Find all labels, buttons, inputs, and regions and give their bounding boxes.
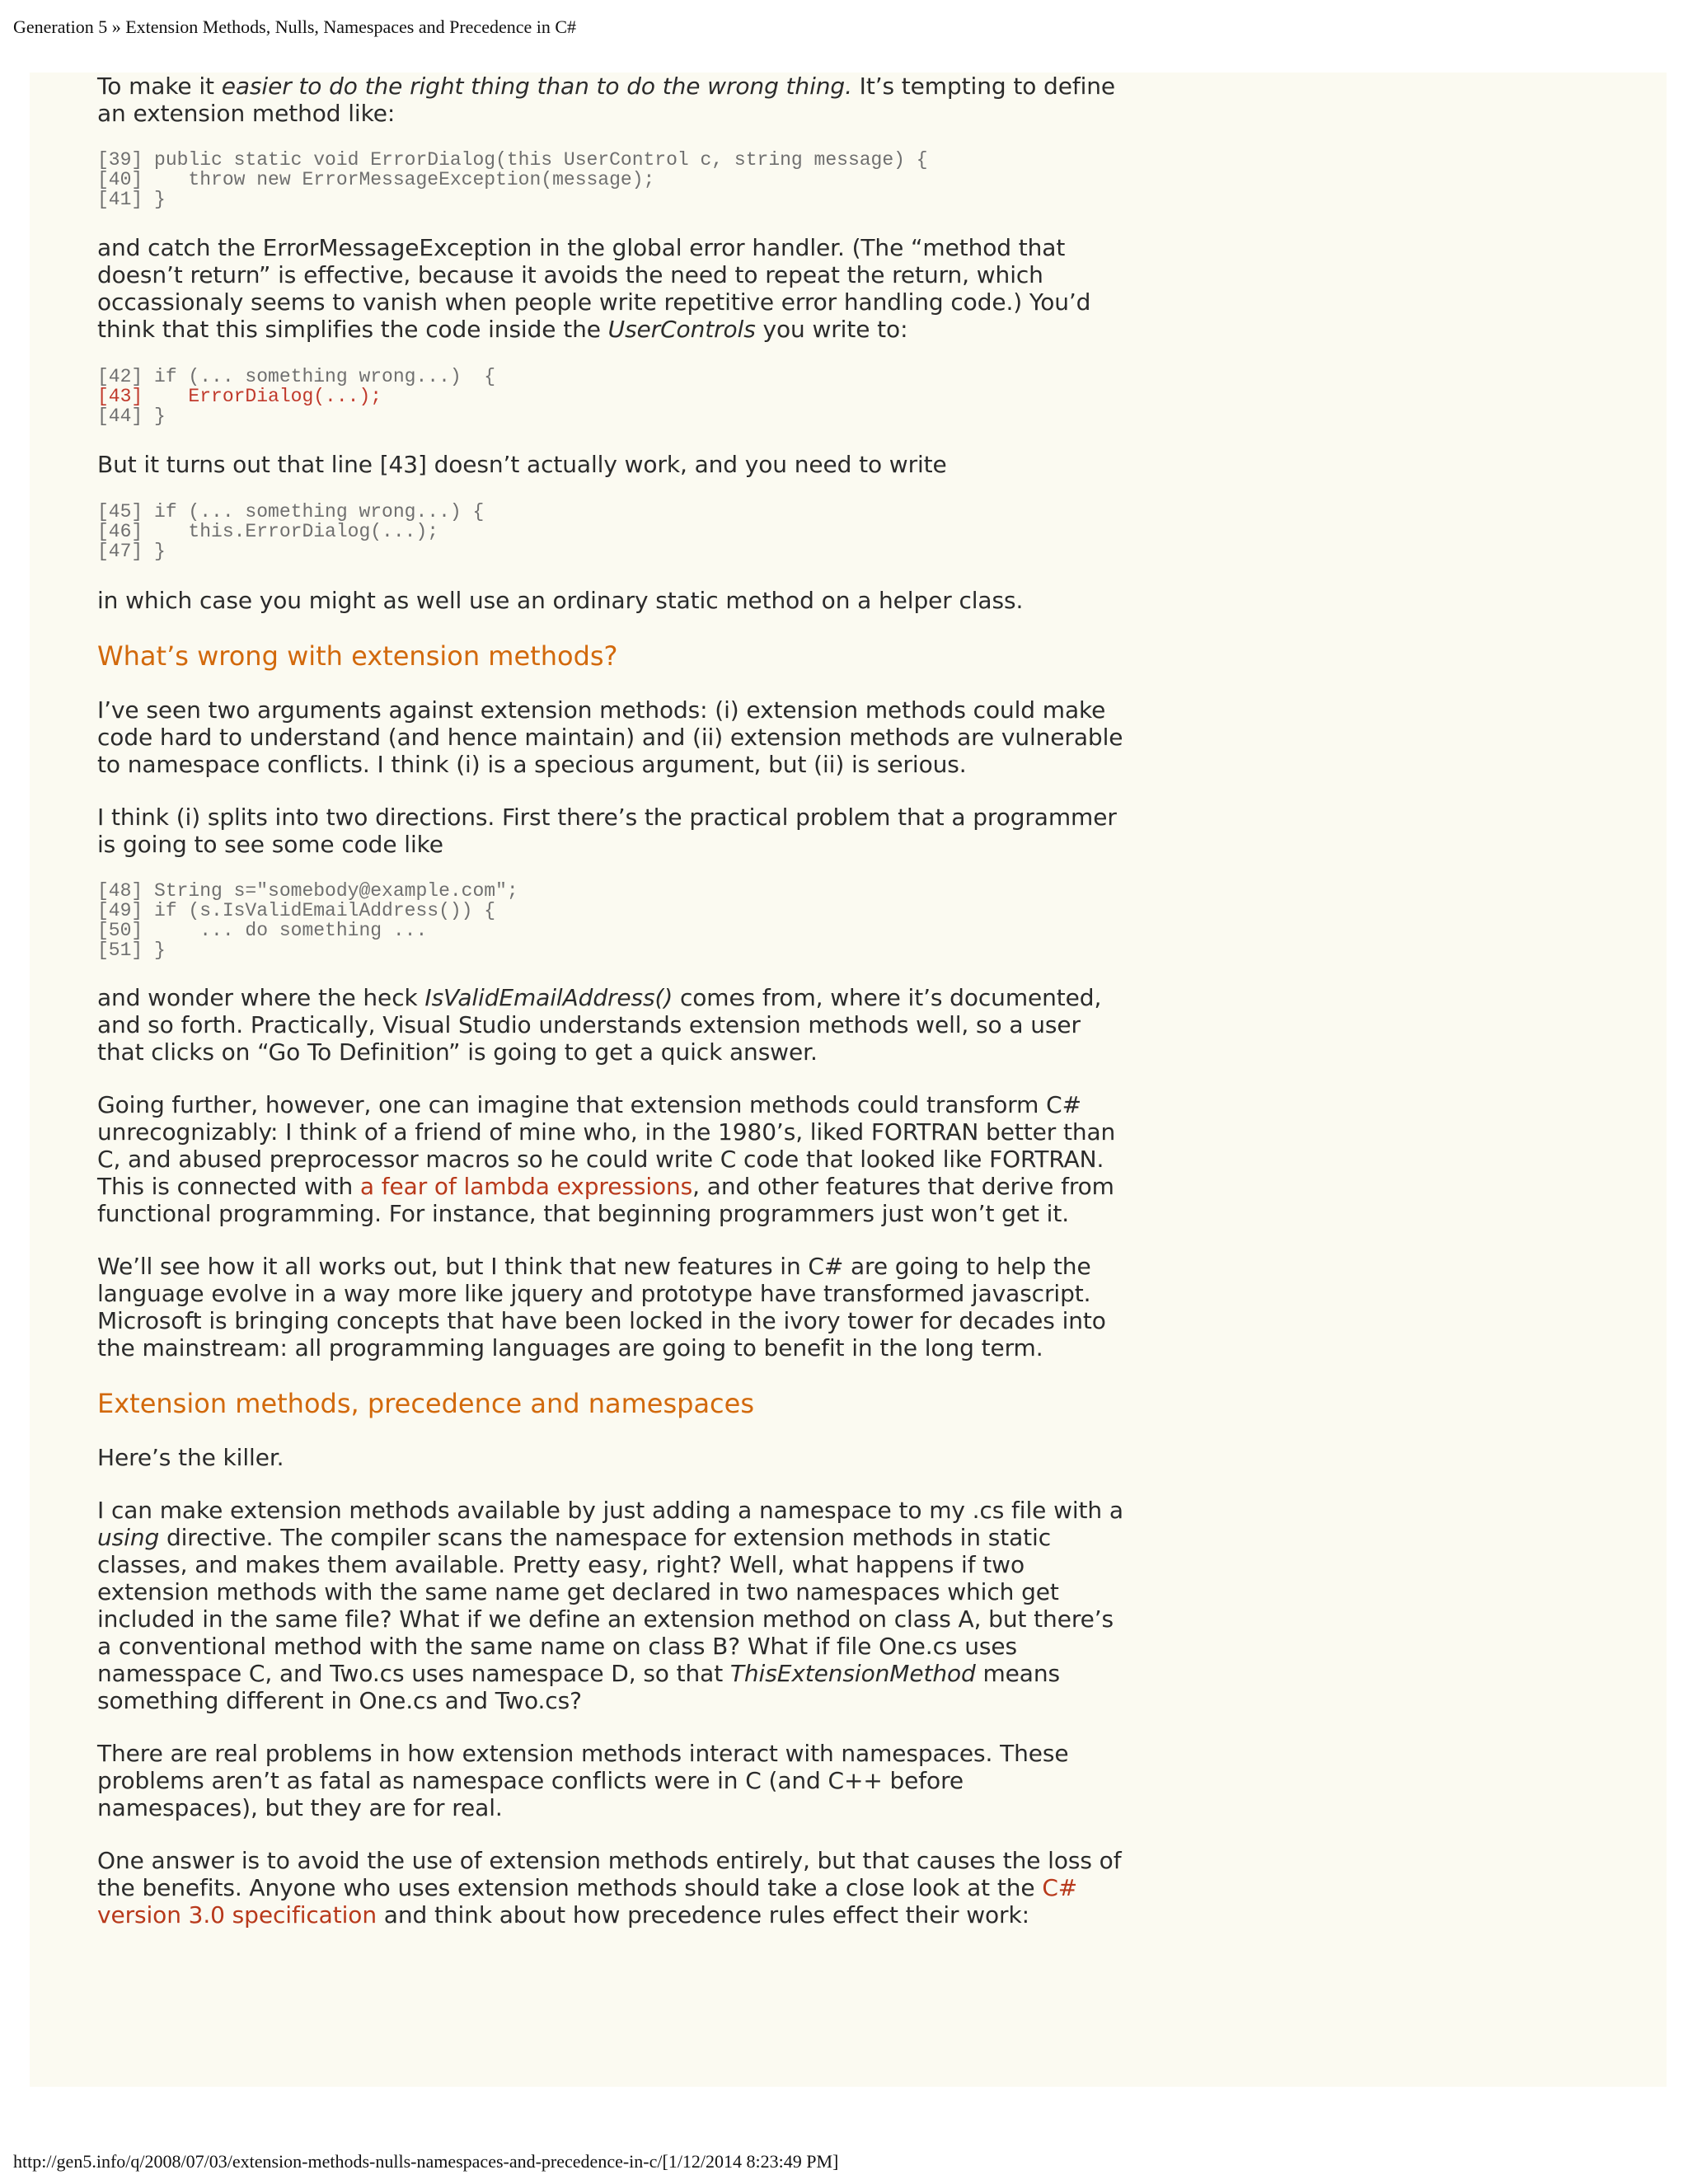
code-line: [44] }	[97, 405, 166, 427]
code-line-highlighted: [43] ErrorDialog(...);	[97, 386, 382, 407]
text: comes from, where it’s documented, and so forth. Practically, Visual Studio understands extension methods well, so a user that clicks on “Go To Definition” is going to get a quick answer.	[97, 984, 1102, 1066]
code-line: [47] }	[97, 541, 166, 562]
text: you write to:	[755, 316, 908, 343]
text: and wonder where the heck	[97, 984, 425, 1011]
code-line: [51] }	[97, 940, 166, 961]
paragraph	[97, 73, 1128, 127]
text: directive. The compiler scans the namespace for extension methods in static classes, and makes them available. Pretty easy, right? Well, what happens if two extension methods with the same name get declared in two namespaces which get included in the same file? What if we define an extension method on class A, but there’s a conventional method with the same name on class B? What if file One.cs uses namesspace C, and Two.cs uses namespace D, so that	[97, 1524, 1114, 1687]
code-line: [42] if (... something wrong...) {	[97, 366, 496, 387]
code-line: [49] if (s.IsValidEmailAddress()) {	[97, 900, 496, 921]
section-heading: What’s wrong with extension methods?	[97, 640, 618, 672]
code-line: [45] if (... something wrong...) {	[97, 501, 485, 523]
section-heading: Extension methods, precedence and namespaces	[97, 1388, 754, 1419]
text: It’s tempting to define an extension method like:	[97, 73, 1116, 127]
paragraph: There are real problems in how extension methods interact with namespaces. These problems aren’t as fatal as namespace conflicts were in C (and C++ before namespaces), but they are for real.	[97, 1740, 1069, 1821]
paragraph	[97, 1091, 1128, 1227]
print-header-title: Generation 5 » Extension Methods, Nulls, Namespaces and Precedence in C#	[13, 16, 577, 37]
paragraph	[97, 234, 1128, 343]
text: and catch the ErrorMessageException in the global error handler. (The “method that doesn’t return” is effective, because it avoids the need to repeat the return, which occassionaly seems to vanish when people write repetitive error handling code.) You’d think that this simplifies the code inside the	[97, 234, 1091, 343]
code-line: [39] public static void ErrorDialog(this UserControl c, string message) {	[97, 149, 928, 171]
text: Going further, however, one can imagine that extension methods could transform C# unrecognizably: I think of a friend of mine who, in the 1980’s, liked FORTRAN better than C, and abused preprocessor macros so he could write C code that looked like FORTRAN. This is connected with	[97, 1091, 1116, 1200]
paragraph: in which case you might as well use an ordinary static method on a helper class.	[97, 587, 1024, 614]
paragraph: Here’s the killer.	[97, 1444, 284, 1471]
paragraph: I think (i) splits into two directions. First there’s the practical problem that a programmer is going to see some code like	[97, 804, 1117, 858]
text: means something different in One.cs and Two.cs?	[97, 1660, 1060, 1714]
text: and think about how precedence rules effect their work:	[376, 1901, 1029, 1929]
print-footer-url: http://gen5.info/q/2008/07/03/extension-methods-nulls-namespaces-and-precedence-in-c/[1/12/2014 8:23:49 PM]	[13, 2151, 839, 2172]
code-line: [48] String s="somebody@example.com";	[97, 880, 518, 902]
paragraph: I’ve seen two arguments against extension methods: (i) extension methods could make code hard to understand (and hence maintain) and (ii) extension methods are vulnerable to namespace conflicts. I think (i) is a specious argument, but (ii) is serious.	[97, 696, 1123, 778]
paragraph: But it turns out that line [43] doesn’t actually work, and you need to write	[97, 451, 947, 478]
csharp-spec-link[interactable]: C# version 3.0 specification	[97, 1874, 1078, 1929]
article-body	[30, 73, 1667, 2087]
code-line: [46] this.ErrorDialog(...);	[97, 521, 439, 542]
text: I can make extension methods available by just adding a namespace to my .cs file with a	[97, 1497, 1123, 1524]
paragraph	[97, 1497, 1128, 1714]
text: , and other features that derive from functional programming. For instance, that beginning programmers just won’t get it.	[97, 1173, 1114, 1227]
lambda-fear-link[interactable]: a fear of lambda expressions	[359, 1173, 693, 1200]
code-block	[97, 881, 1128, 960]
paragraph: We’ll see how it all works out, but I think that new features in C# are going to help the language evolve in a way more like jquery and prototype have transformed javascript. Microsoft is bringing concepts that have been locked in the ivory tower for decades into the mainstream: all programming languages are going to benefit in the long term.	[97, 1253, 1106, 1361]
paragraph	[97, 1847, 1128, 1929]
code-line: [40] throw new ErrorMessageException(message);	[97, 169, 655, 190]
code-block	[97, 502, 1128, 561]
text: One answer is to avoid the use of extension methods entirely, but that causes the loss of the benefits. Anyone who uses extension methods should take a close look at the	[97, 1847, 1122, 1901]
emphasis: using	[97, 1524, 160, 1551]
emphasis: ThisExtensionMethod	[729, 1660, 976, 1687]
emphasis: easier to do the right thing than to do the wrong thing.	[221, 73, 852, 100]
text: To make it	[97, 73, 222, 100]
emphasis: IsValidEmailAddress()	[424, 984, 673, 1011]
code-line: [41] }	[97, 189, 166, 210]
paragraph	[97, 984, 1128, 1066]
code-block	[97, 367, 1128, 426]
emphasis: UserControls	[607, 316, 756, 343]
code-block	[97, 150, 1128, 209]
code-line: [50] ... do something ...	[97, 920, 428, 941]
